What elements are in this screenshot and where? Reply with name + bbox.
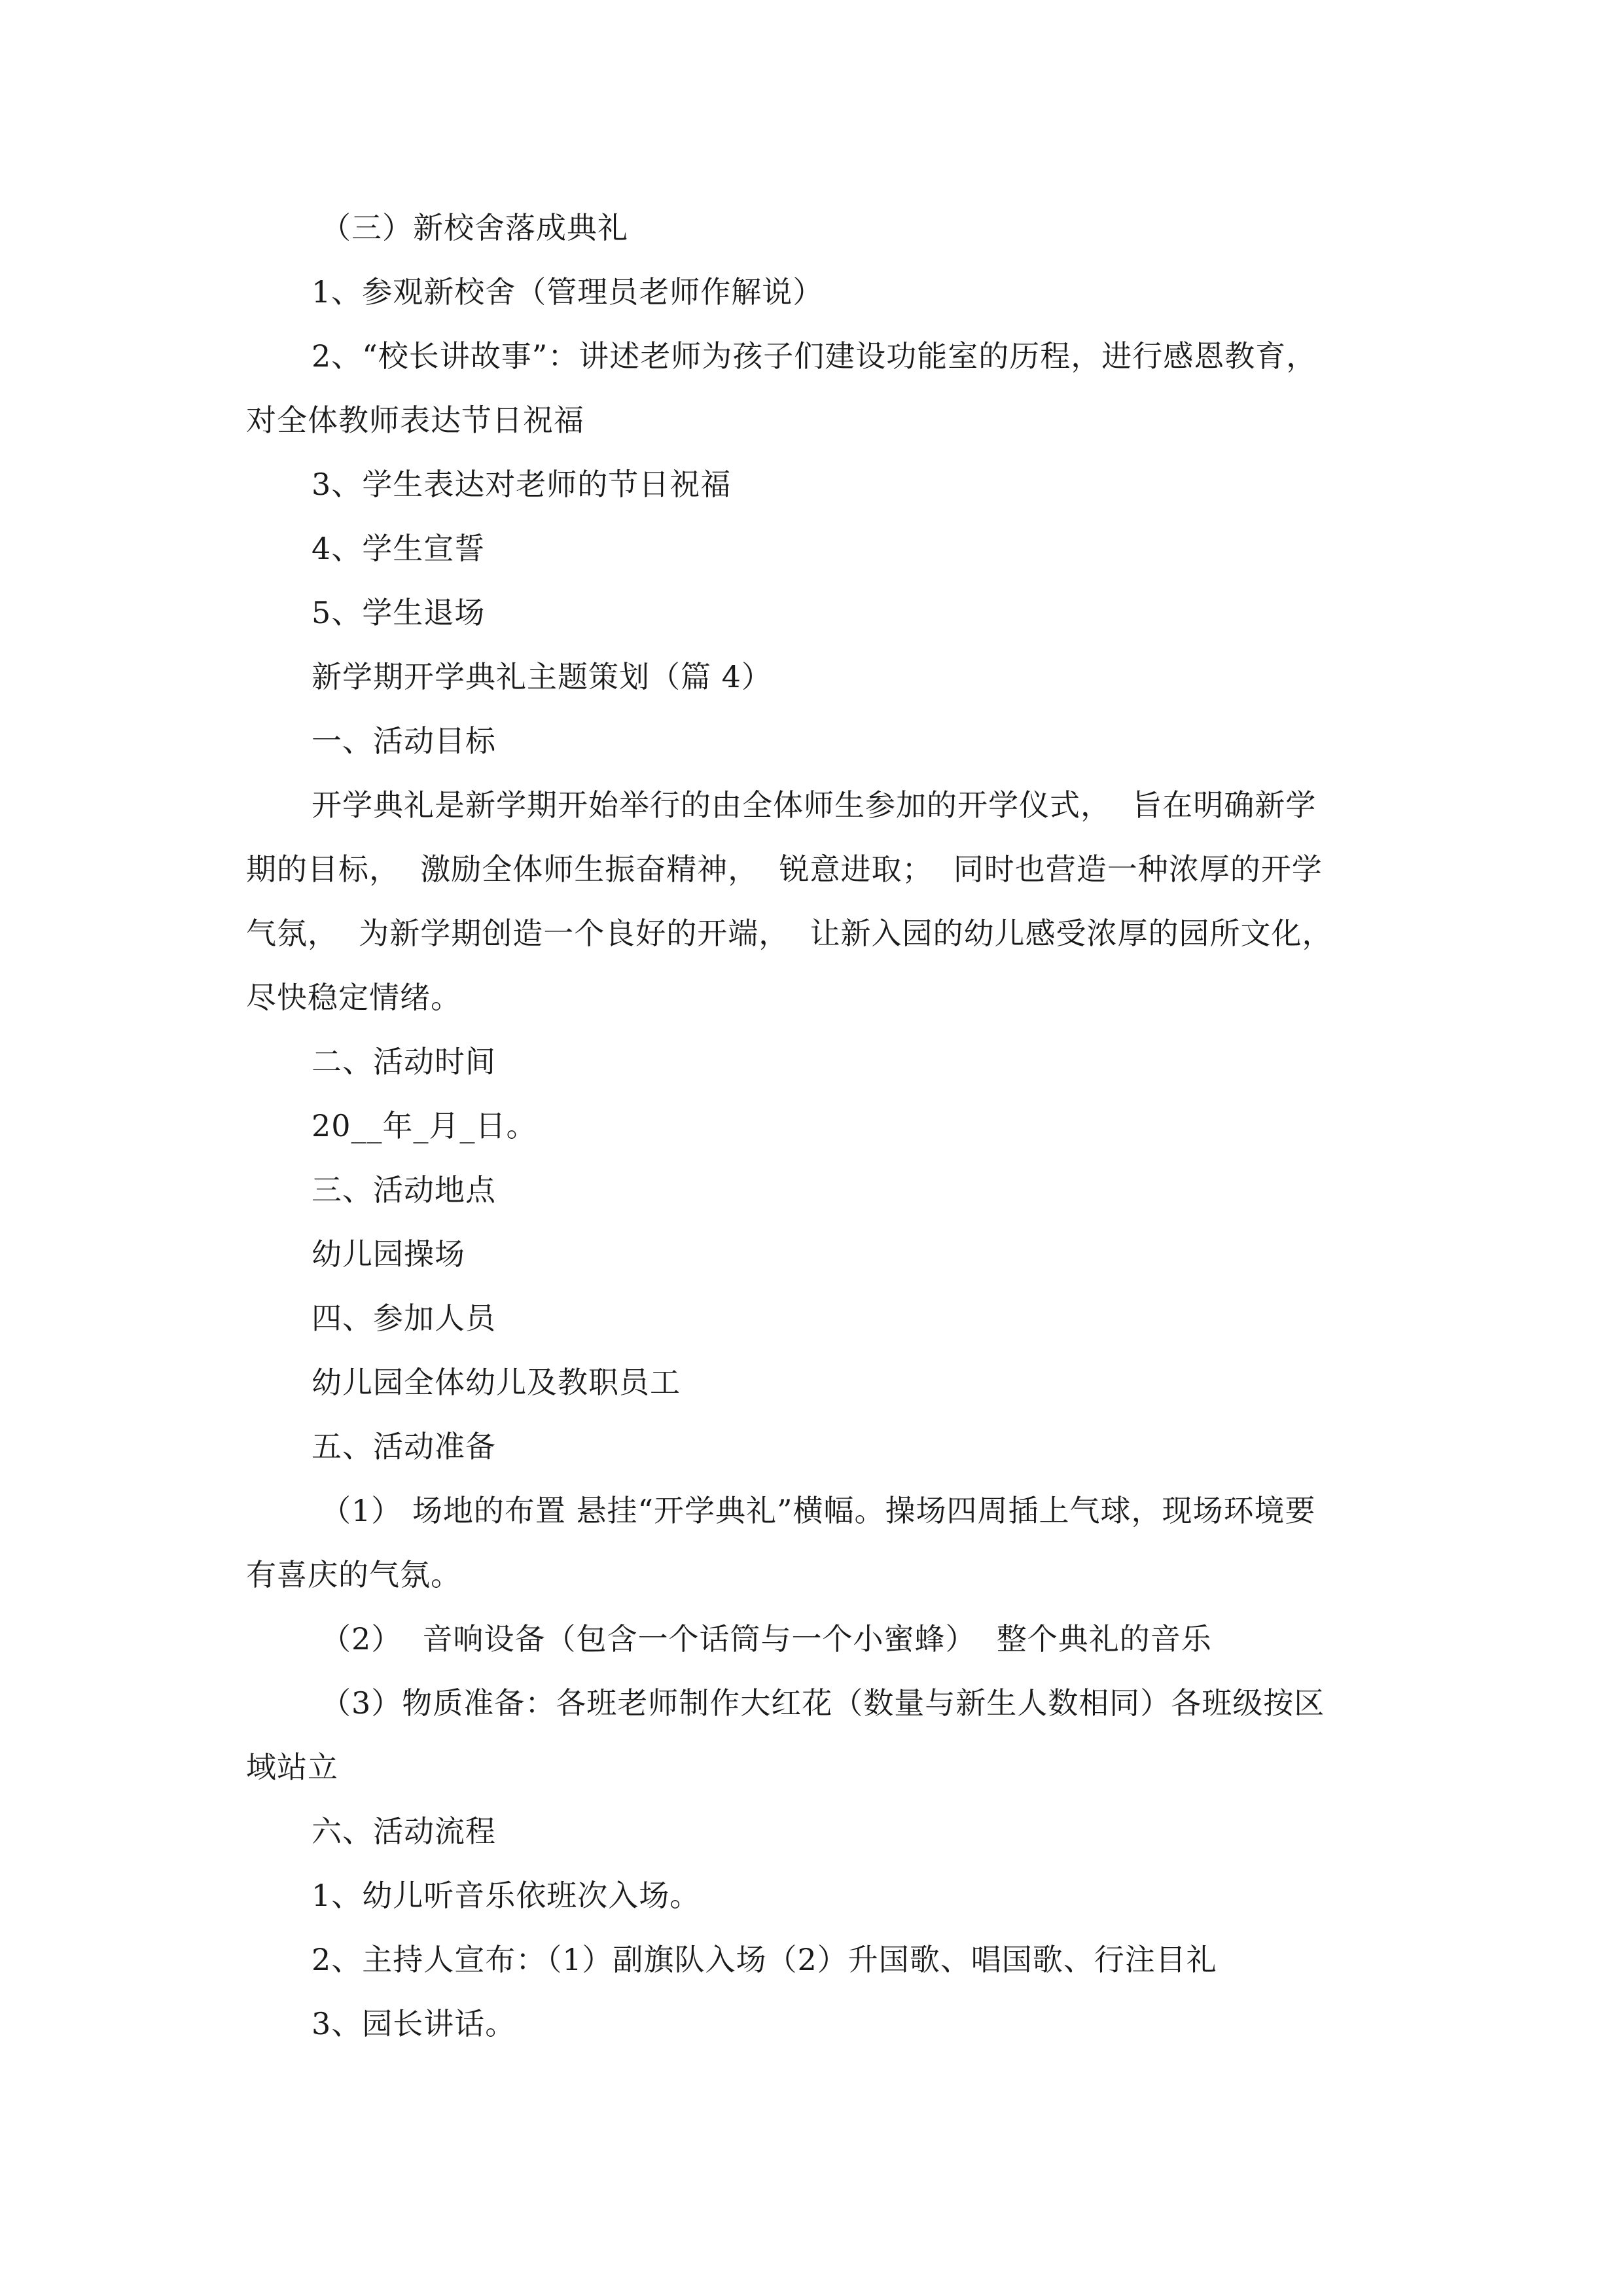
list-item: 1、参观新校舍（管理员老师作解说） (312, 274, 824, 310)
paragraph-line: 20__年_月_日。 (312, 1108, 537, 1143)
list-item: 4、学生宣誓 (312, 531, 486, 566)
section-heading: 五、活动准备 (312, 1429, 496, 1464)
paragraph-line: 域站立 (246, 1749, 338, 1785)
section-title: 新学期开学典礼主题策划（篇 4） (312, 659, 772, 694)
section-heading: 四、参加人员 (312, 1300, 496, 1336)
paragraph-line: 对全体教师表达节日祝福 (246, 403, 584, 438)
paragraph-line: 幼儿园全体幼儿及教职员工 (312, 1365, 681, 1400)
list-item: （2） 音响设备（包含一个话筒与一个小蜜蜂） 整个典礼的音乐 (321, 1621, 1212, 1657)
list-item: （3）物质准备：各班老师制作大红花（数量与新生人数相同）各班级按区 (321, 1685, 1325, 1721)
paragraph-line: 期的目标， 激励全体师生振奋精神， 锐意进取； 同时也营造一种浓厚的开学 (246, 852, 1323, 887)
list-item: 1、幼儿听音乐依班次入场。 (312, 1878, 701, 1913)
paragraph-line: 尽快稳定情绪。 (246, 980, 461, 1015)
paragraph-line: 气氛， 为新学期创造一个良好的开端， 让新入园的幼儿感受浓厚的园所文化， (246, 916, 1333, 951)
section-heading: （三）新校舍落成典礼 (321, 210, 628, 245)
section-heading: 三、活动地点 (312, 1172, 496, 1208)
paragraph-line: 开学典礼是新学期开始举行的由全体师生参加的开学仪式， 旨在明确新学 (312, 787, 1317, 823)
section-heading: 一、活动目标 (312, 723, 496, 759)
paragraph-line: 有喜庆的气氛。 (246, 1557, 461, 1592)
section-heading: 六、活动流程 (312, 1814, 496, 1849)
paragraph-line: 幼儿园操场 (312, 1236, 465, 1272)
list-item: 2、“校长讲故事”：讲述老师为孩子们建设功能室的历程，进行感恩教育， (312, 338, 1317, 374)
list-item: 3、学生表达对老师的节日祝福 (312, 467, 732, 502)
list-item: 3、园长讲话。 (312, 2006, 516, 2041)
section-heading: 二、活动时间 (312, 1044, 496, 1079)
list-item: （1） 场地的布置 悬挂“开学典礼”横幅。操场四周插上气球，现场环境要 (321, 1493, 1316, 1528)
list-item: 5、学生退场 (312, 595, 486, 630)
list-item: 2、主持人宣布：（1）副旗队入场（2）升国歌、唱国歌、行注目礼 (312, 1942, 1217, 1977)
